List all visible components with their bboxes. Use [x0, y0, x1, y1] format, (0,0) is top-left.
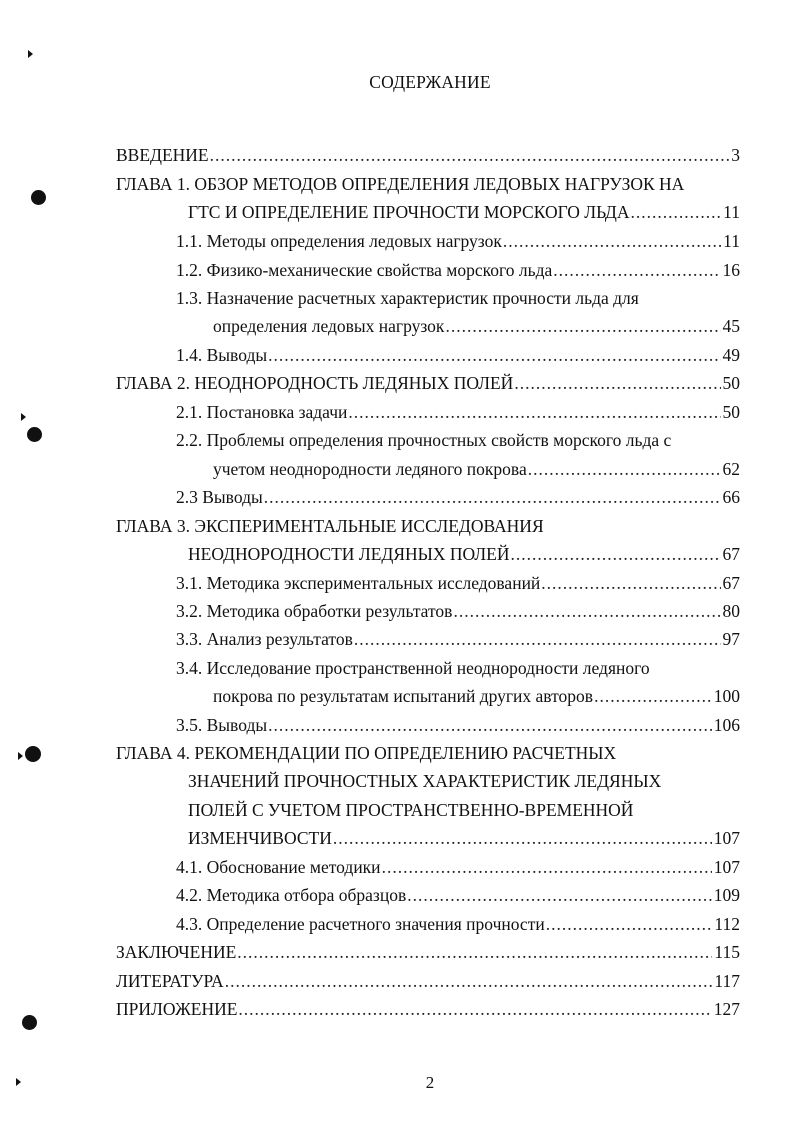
dot-leader: [594, 685, 712, 707]
toc-entry-2-3[interactable]: [176, 486, 740, 508]
toc-chapter-4-heading-2: ЗНАЧЕНИЙ ПРОЧНОСТНЫХ ХАРАКТЕРИСТИК ЛЕДЯНЫХ: [188, 771, 662, 791]
toc-entry-chapter-1[interactable]: [188, 201, 740, 223]
dot-leader: [445, 315, 720, 337]
toc-entry-intro[interactable]: [116, 144, 740, 166]
toc-entry-label: 3.3. Анализ результатов: [176, 629, 353, 649]
toc-entry-3-3[interactable]: [176, 628, 740, 650]
toc-entry-label: 3.5. Выводы: [176, 715, 268, 735]
dot-leader: [511, 543, 721, 565]
toc-entry-page: 112: [714, 914, 740, 934]
toc-entry-1-3[interactable]: [213, 315, 740, 337]
page-title: СОДЕРЖАНИЕ: [369, 72, 491, 92]
punch-hole-mark: [25, 746, 41, 762]
toc-entry-page: 97: [722, 629, 740, 649]
toc-entry-label: ГЛАВА 2. НЕОДНОРОДНОСТЬ ЛЕДЯНЫХ ПОЛЕЙ: [116, 373, 514, 393]
toc-entry-label: 4.2. Методика отбора образцов: [176, 885, 407, 905]
punch-hole-mark: [27, 427, 42, 442]
toc-entry-page: 106: [713, 715, 740, 735]
toc-entry-page: 50: [722, 373, 740, 393]
toc-entry-label: ЗАКЛЮЧЕНИЕ: [116, 942, 237, 962]
dot-leader: [407, 884, 712, 906]
toc-entry-page: 67: [722, 573, 740, 593]
toc-chapter-1-heading: ГЛАВА 1. ОБЗОР МЕТОДОВ ОПРЕДЕЛЕНИЯ ЛЕДОВЫХ НАГРУЗОК НА: [116, 174, 685, 194]
toc-entry-1-1[interactable]: [176, 230, 740, 252]
toc-entry-page: 127: [713, 999, 740, 1019]
toc-entry-label: ВВЕДЕНИЕ: [116, 145, 209, 165]
toc-entry-chapter-3[interactable]: [188, 543, 740, 565]
margin-tick-mark: [16, 1078, 21, 1086]
toc-entry-page: 62: [722, 459, 740, 479]
toc-entry-chapter-4[interactable]: [188, 827, 740, 849]
toc-entry-page: 49: [722, 345, 740, 365]
toc-entry-label: 4.3. Определение расчетного значения прочности: [176, 914, 545, 934]
toc-entry-label: ПРИЛОЖЕНИЕ: [116, 999, 238, 1019]
dot-leader: [503, 230, 721, 252]
toc-entry-1-3-heading: 1.3. Назначение расчетных характеристик прочности льда для: [176, 288, 639, 308]
dot-leader: [354, 628, 721, 650]
dot-leader: [528, 458, 721, 480]
dot-leader: [268, 344, 720, 366]
margin-tick-mark: [28, 50, 33, 58]
dot-leader: [225, 970, 713, 992]
toc-entry-3-4-heading: 3.4. Исследование пространственной неоднородности ледяного: [176, 658, 650, 678]
dot-leader: [333, 827, 712, 849]
toc-entry-3-1[interactable]: [176, 572, 740, 594]
toc-entry-page: 67: [722, 544, 740, 564]
toc-entry-page: 80: [722, 601, 740, 621]
toc-entry-page: 11: [723, 202, 740, 222]
punch-hole-mark: [31, 190, 46, 205]
toc-entry-page: 50: [722, 402, 740, 422]
toc-entry-label: 3.1. Методика экспериментальных исследований: [176, 573, 541, 593]
dot-leader: [514, 372, 720, 394]
toc-entry-page: 66: [722, 487, 740, 507]
toc-entry-label: покрова по результатам испытаний других авторов: [213, 686, 594, 706]
toc-entry-2-1[interactable]: [176, 401, 740, 423]
toc-entry-2-2-heading: 2.2. Проблемы определения прочностных свойств морского льда с: [176, 430, 672, 450]
toc-entry-label: 3.2. Методика обработки результатов: [176, 601, 453, 621]
margin-tick-mark: [18, 752, 23, 760]
toc-entry-label: НЕОДНОРОДНОСТИ ЛЕДЯНЫХ ПОЛЕЙ: [188, 544, 510, 564]
toc-entry-1-4[interactable]: [176, 344, 740, 366]
toc-entry-3-2[interactable]: [176, 600, 740, 622]
toc-entry-appendix[interactable]: [116, 998, 740, 1020]
dot-leader: [541, 572, 720, 594]
toc-entry-label: ИЗМЕНЧИВОСТИ: [188, 828, 332, 848]
toc-entry-page: 107: [713, 828, 740, 848]
toc-chapter-4-heading-1: ГЛАВА 4. РЕКОМЕНДАЦИИ ПО ОПРЕДЕЛЕНИЮ РАСЧЕТНЫХ: [116, 743, 617, 763]
dot-leader: [630, 201, 721, 223]
toc-entry-label: ГТС И ОПРЕДЕЛЕНИЕ ПРОЧНОСТИ МОРСКОГО ЛЬДА: [188, 202, 630, 222]
dot-leader: [238, 998, 711, 1020]
toc-entry-chapter-2[interactable]: [116, 372, 740, 394]
toc-entry-1-2[interactable]: [176, 259, 740, 281]
dot-leader: [210, 144, 730, 166]
dot-leader: [268, 714, 712, 736]
toc-entry-4-1[interactable]: [176, 856, 740, 878]
toc-entry-page: 16: [722, 260, 740, 280]
toc-entry-4-2[interactable]: [176, 884, 740, 906]
toc-entry-label: 1.1. Методы определения ледовых нагрузок: [176, 231, 502, 251]
toc-entry-literature[interactable]: [116, 970, 740, 992]
toc-entry-2-2[interactable]: [213, 458, 740, 480]
dot-leader: [382, 856, 712, 878]
toc-entry-conclusion[interactable]: [116, 941, 740, 963]
toc-entry-label: ЛИТЕРАТУРА: [116, 971, 224, 991]
toc-entry-page: 115: [714, 942, 740, 962]
toc-entry-label: 1.2. Физико-механические свойства морского льда: [176, 260, 553, 280]
toc-chapter-3-heading: ГЛАВА 3. ЭКСПЕРИМЕНТАЛЬНЫЕ ИССЛЕДОВАНИЯ: [116, 516, 544, 536]
dot-leader: [453, 600, 720, 622]
dot-leader: [237, 941, 712, 963]
toc-entry-page: 45: [722, 316, 740, 336]
toc-entry-label: 1.4. Выводы: [176, 345, 268, 365]
toc-entry-page: 117: [714, 971, 740, 991]
toc-entry-3-5[interactable]: [176, 714, 740, 736]
margin-tick-mark: [21, 413, 26, 421]
punch-hole-mark: [22, 1015, 37, 1030]
toc-chapter-4-heading-3: ПОЛЕЙ С УЧЕТОМ ПРОСТРАНСТВЕННО-ВРЕМЕННОЙ: [188, 800, 634, 820]
toc-entry-4-3[interactable]: [176, 913, 740, 935]
toc-entry-label: определения ледовых нагрузок: [213, 316, 445, 336]
toc-entry-3-4[interactable]: [213, 685, 740, 707]
dot-leader: [553, 259, 720, 281]
toc-entry-page: 100: [713, 686, 740, 706]
page-number: 2: [425, 1073, 435, 1092]
dot-leader: [264, 486, 721, 508]
toc-entry-page: 107: [713, 857, 740, 877]
toc-entry-label: учетом неоднородности ледяного покрова: [213, 459, 527, 479]
toc-entry-page: 109: [713, 885, 740, 905]
dot-leader: [348, 401, 720, 423]
toc-entry-label: 2.1. Постановка задачи: [176, 402, 348, 422]
toc-entry-label: 4.1. Обоснование методики: [176, 857, 381, 877]
toc-entry-page: 3: [731, 145, 740, 165]
toc-entry-page: 11: [723, 231, 740, 251]
toc-entry-label: 2.3 Выводы: [176, 487, 263, 507]
dot-leader: [546, 913, 713, 935]
